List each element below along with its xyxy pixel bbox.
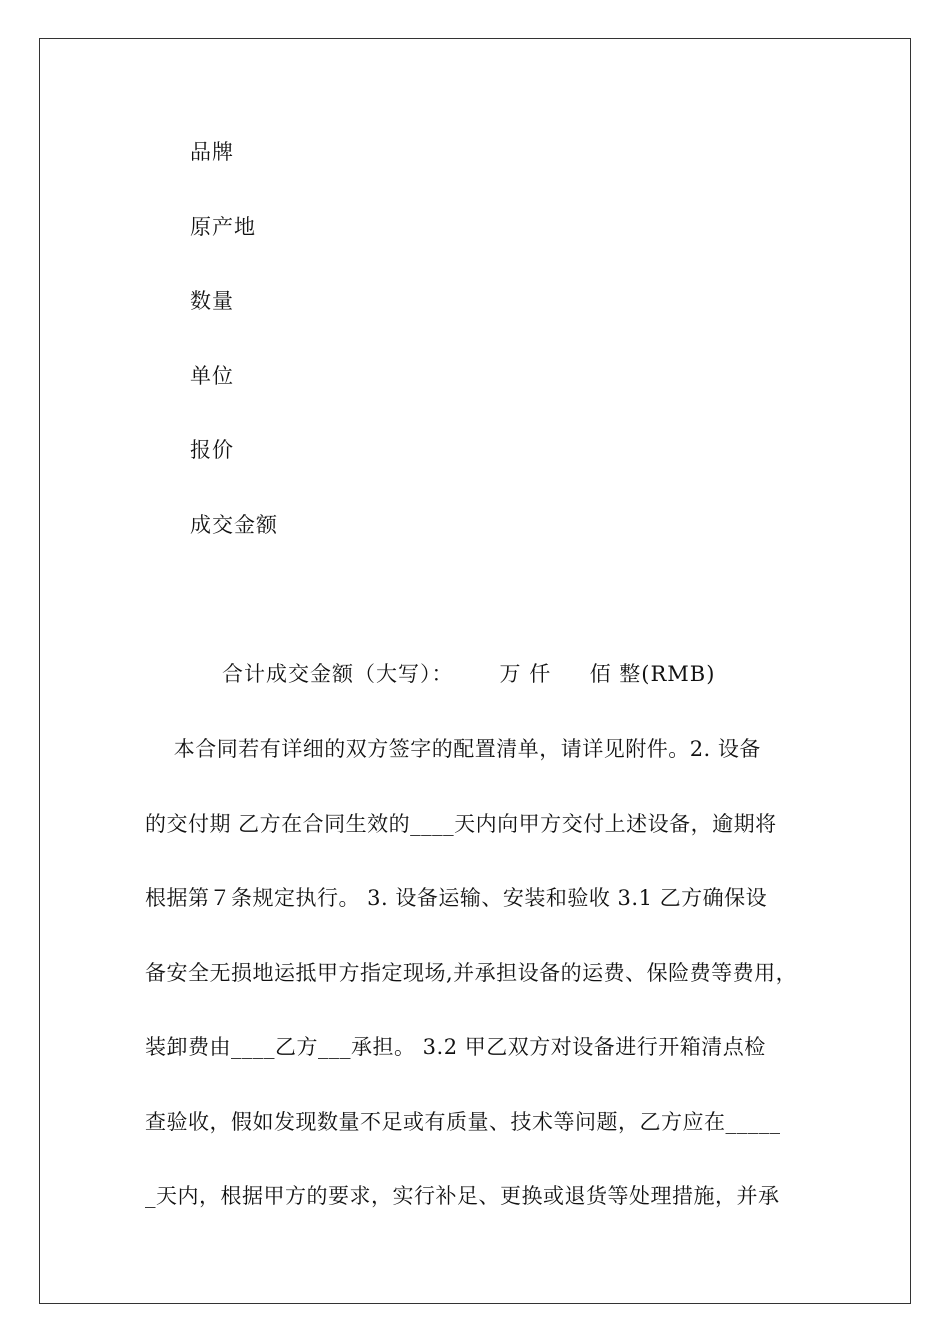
body-line: 本合同若有详细的双方签字的配置清单，请详见附件。2. 设备 bbox=[145, 737, 761, 761]
field-brand: 品牌 bbox=[190, 140, 234, 164]
field-unit: 单位 bbox=[190, 363, 234, 388]
equipment-field-list bbox=[190, 136, 278, 583]
body-line: _天内，根据甲方的要求，实行补足、更换或退货等处理措施，并承 bbox=[145, 1184, 780, 1208]
body-line: 查验收，假如发现数量不足或有质量、技术等问题，乙方应在_____ bbox=[145, 1109, 781, 1134]
contract-body-text bbox=[145, 733, 825, 1255]
field-deal-amount: 成交金额 bbox=[190, 512, 278, 537]
field-origin: 原产地 bbox=[190, 214, 256, 239]
body-line: 的交付期 乙方在合同生效的____天内向甲方交付上述设备，逾期将 bbox=[145, 811, 777, 836]
body-line: 备安全无损地运抵甲方指定现场,并承担设备的运费、保险费等费用， bbox=[145, 960, 798, 985]
field-quote: 报价 bbox=[190, 438, 234, 462]
body-line: 装卸费由____乙方___承担。 3.2 甲乙双方对设备进行开箱清点检 bbox=[145, 1035, 766, 1059]
field-quantity: 数量 bbox=[190, 289, 234, 313]
total-amount-line: 合计成交金额（大写）： 万 仟 佰 整(RMB) bbox=[222, 662, 716, 686]
body-line: 根据第７条规定执行。 3. 设备运输、安装和验收 3.1 乙方确保设 bbox=[145, 886, 768, 910]
